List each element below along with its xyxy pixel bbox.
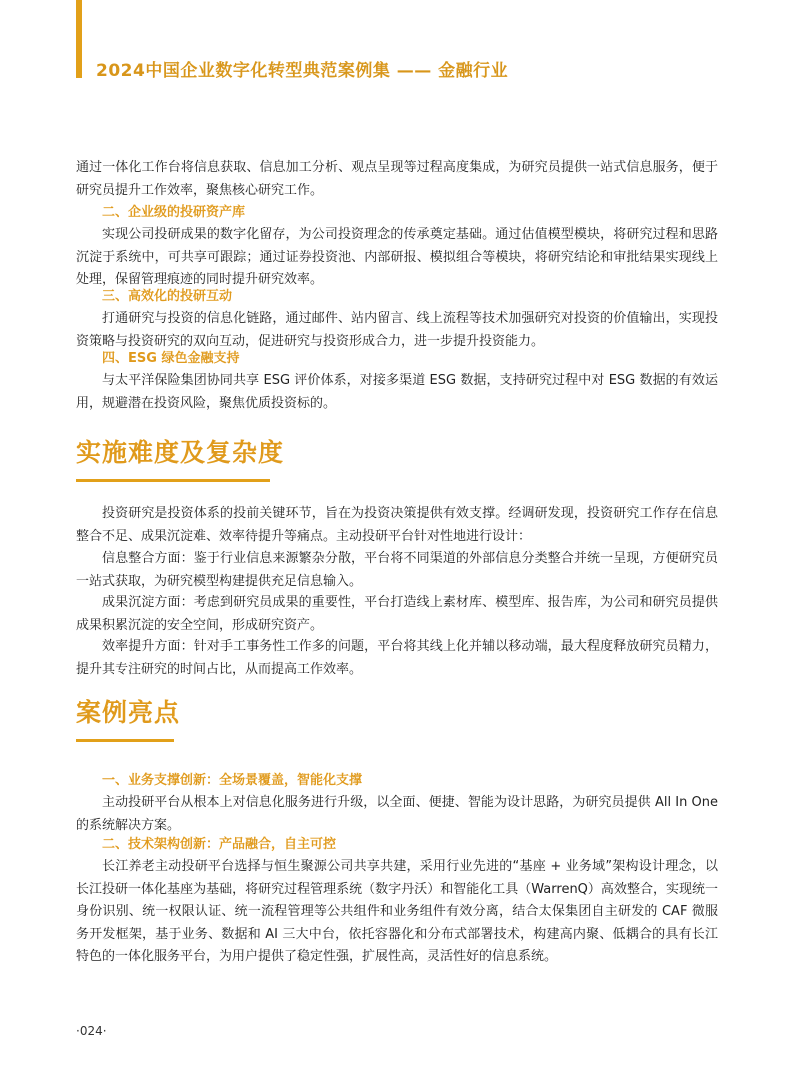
- section-title-difficulty: 实施难度及复杂度: [76, 438, 285, 467]
- header-accent-bar: [76, 0, 82, 78]
- section-title-highlights: 案例亮点: [76, 698, 181, 727]
- page-header-title: 2024中国企业数字化转型典范案例集 —— 金融行业: [96, 61, 509, 81]
- feature-body-esg: 与太平洋保险集团协同共享 ESG 评价体系，对接多渠道 ESG 数据，支持研究过程中对 ESG 数据的有效运用，规避潜在投资风险，聚焦优质投资标的。: [76, 373, 718, 411]
- difficulty-paragraph-results: 成果沉淀方面：考虑到研究员成果的重要性，平台打造线上素材库、模型库、报告库，为公司和研究员提供成果积累沉淀的安全空间，形成研究资产。: [76, 595, 718, 633]
- feature-body-interaction: 打通研究与投资的信息化链路，通过邮件、站内留言、线上流程等技术加强研究对投资的价值输出，实现投资策略与投资研究的双向互动，促进研究与投资形成合力，进一步提升投资能力。: [76, 311, 718, 349]
- feature-heading-esg: 四、ESG 绿色金融支持: [102, 351, 240, 366]
- page-number: ·024·: [76, 1024, 107, 1038]
- difficulty-paragraph-info-integration: 信息整合方面：鉴于行业信息来源繁杂分散，平台将不同渠道的外部信息分类整合并统一呈现，方便研究员一站式获取，为研究模型构建提供充足信息输入。: [76, 551, 718, 589]
- difficulty-paragraph-intro: 投资研究是投资体系的投前关键环节，旨在为投资决策提供有效支撑。经调研发现，投资研究工作存在信息整合不足、成果沉淀难、效率待提升等痛点。主动投研平台针对性地进行设计：: [76, 506, 718, 544]
- feature-heading-asset-library: 二、企业级的投研资产库: [102, 205, 246, 220]
- section-rule-difficulty: [76, 479, 270, 482]
- section-rule-highlights: [76, 739, 174, 742]
- highlight-heading-architecture: 二、技术架构创新：产品融合，自主可控: [102, 837, 337, 852]
- feature-heading-interaction: 三、高效化的投研互动: [102, 289, 233, 304]
- highlight-heading-business: 一、业务支撑创新：全场景覆盖，智能化支撑: [102, 773, 363, 788]
- highlight-body-business: 主动投研平台从根本上对信息化服务进行升级，以全面、便捷、智能为设计思路，为研究员提供 All In One 的系统解决方案。: [76, 795, 718, 833]
- intro-paragraph: 通过一体化工作台将信息获取、信息加工分析、观点呈现等过程高度集成，为研究员提供一站式信息服务，便于研究员提升工作效率，聚焦核心研究工作。: [76, 160, 718, 198]
- feature-body-asset-library: 实现公司投研成果的数字化留存，为公司投资理念的传承奠定基础。通过估值模型模块，将研究过程和思路沉淀于系统中，可共享可跟踪；通过证券投资池、内部研报、模拟组合等模块，将研究结论和审批结果实现线上处理，保留管理痕迹的同时提升研究效率。: [76, 227, 718, 287]
- difficulty-paragraph-efficiency: 效率提升方面：针对手工事务性工作多的问题，平台将其线上化并辅以移动端，最大程度释放研究员精力，提升其专注研究的时间占比，从而提高工作效率。: [76, 639, 718, 677]
- highlight-body-architecture: 长江养老主动投研平台选择与恒生聚源公司共享共建，采用行业先进的“基座 + 业务域”架构设计理念，以长江投研一体化基座为基础，将研究过程管理系统（数字丹沃）和智能化工具（WarrenQ）高效整合，实现统一身份识别、统一权限认证、统一流程管理等公共组件和业务组件有效分离，结合太保集团自主研发的 CAF 微服务开发框架，基于业务、数据和 AI 三大中台，依托容器化和分布式部署技术，构建高内聚、低耦合的具有长江特色的一体化服务平台，为用户提供了稳定性强，扩展性高，灵活性好的信息系统。: [76, 859, 718, 964]
